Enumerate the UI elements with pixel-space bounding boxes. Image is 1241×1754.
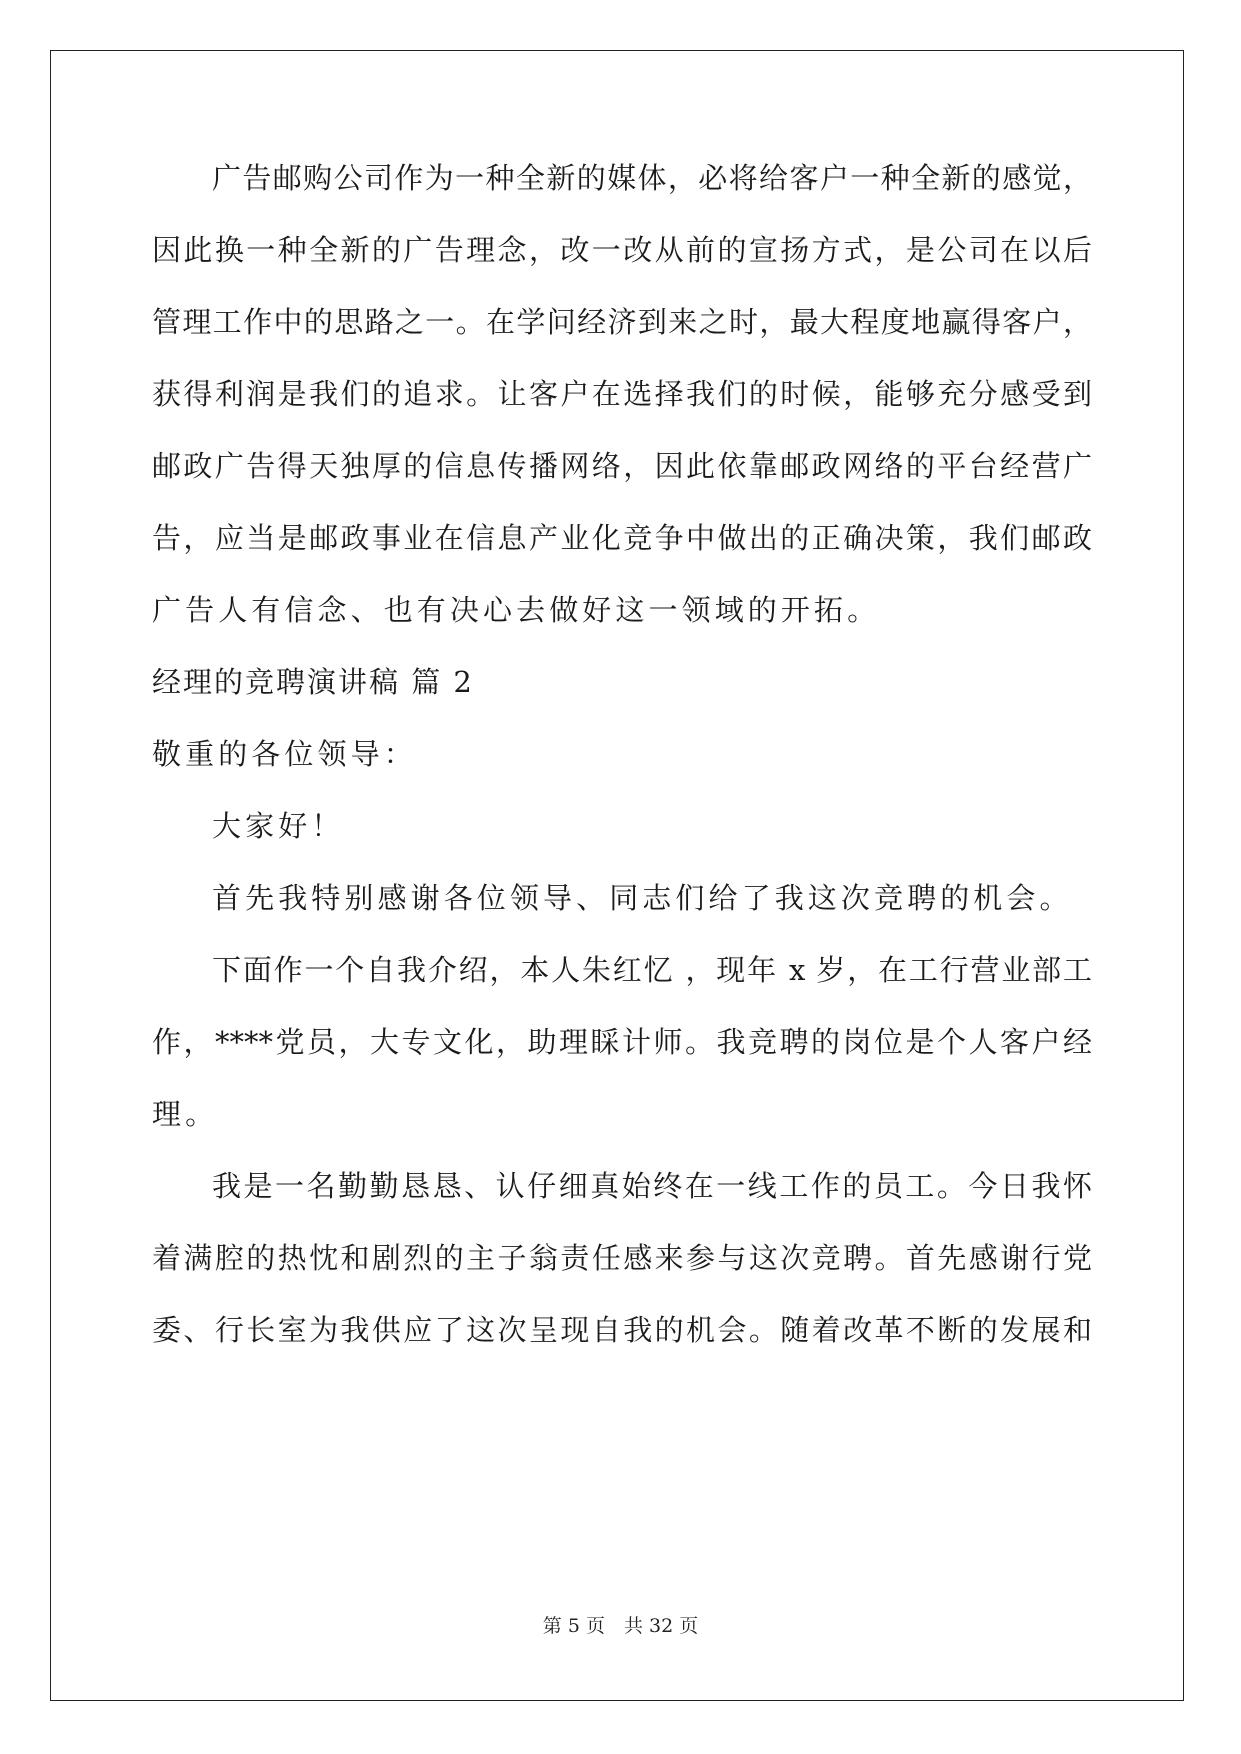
salutation: 敬重的各位领导： bbox=[152, 737, 417, 771]
paragraph-line: 首先我特别感谢各位领导、同志们给了我这次竞聘的机会。 bbox=[212, 881, 1073, 915]
greeting: 大家好！ bbox=[212, 809, 345, 843]
paragraph-line: 邮政广告得天独厚的信息传播网络，因此依靠邮政网络的平台经营广 bbox=[152, 449, 1092, 483]
paragraph-line: 委、行长室为我供应了这次呈现自我的机会。随着改革不断的发展和 bbox=[152, 1313, 1092, 1347]
paragraph-line: 管理工作中的思路之一。在学问经济到来之时，最大程度地赢得客户， bbox=[152, 305, 1092, 339]
section-heading: 经理的竞聘演讲稿 篇 2 bbox=[152, 665, 474, 699]
paragraph-line: 获得利润是我们的追求。让客户在选择我们的时候，能够充分感受到 bbox=[152, 377, 1092, 411]
paragraph-line: 告，应当是邮政事业在信息产业化竞争中做出的正确决策，我们邮政 bbox=[152, 521, 1092, 555]
page-border bbox=[50, 50, 1184, 1701]
paragraph-line: 下面作一个自我介绍，本人朱红忆 ，现年 x 岁，在工行营业部工 bbox=[212, 953, 1092, 987]
page-footer: 第 5 页 共 32 页 bbox=[542, 1615, 699, 1637]
paragraph-line: 我是一名勤勤恳恳、认仔细真始终在一线工作的员工。今日我怀 bbox=[212, 1169, 1092, 1203]
paragraph-line: 理。 bbox=[152, 1097, 219, 1131]
paragraph-line: 广告邮购公司作为一种全新的媒体，必将给客户一种全新的感觉， bbox=[212, 161, 1092, 195]
paragraph-line: 作，****党员，大专文化，助理睬计师。我竞聘的岗位是个人客户经 bbox=[152, 1025, 1092, 1059]
paragraph-line: 广告人有信念、也有决心去做好这一领域的开拓。 bbox=[152, 593, 881, 627]
paragraph-line: 因此换一种全新的广告理念，改一改从前的宣扬方式，是公司在以后 bbox=[152, 233, 1092, 267]
paragraph-line: 着满腔的热忱和剧烈的主子翁责任感来参与这次竞聘。首先感谢行党 bbox=[152, 1241, 1092, 1275]
